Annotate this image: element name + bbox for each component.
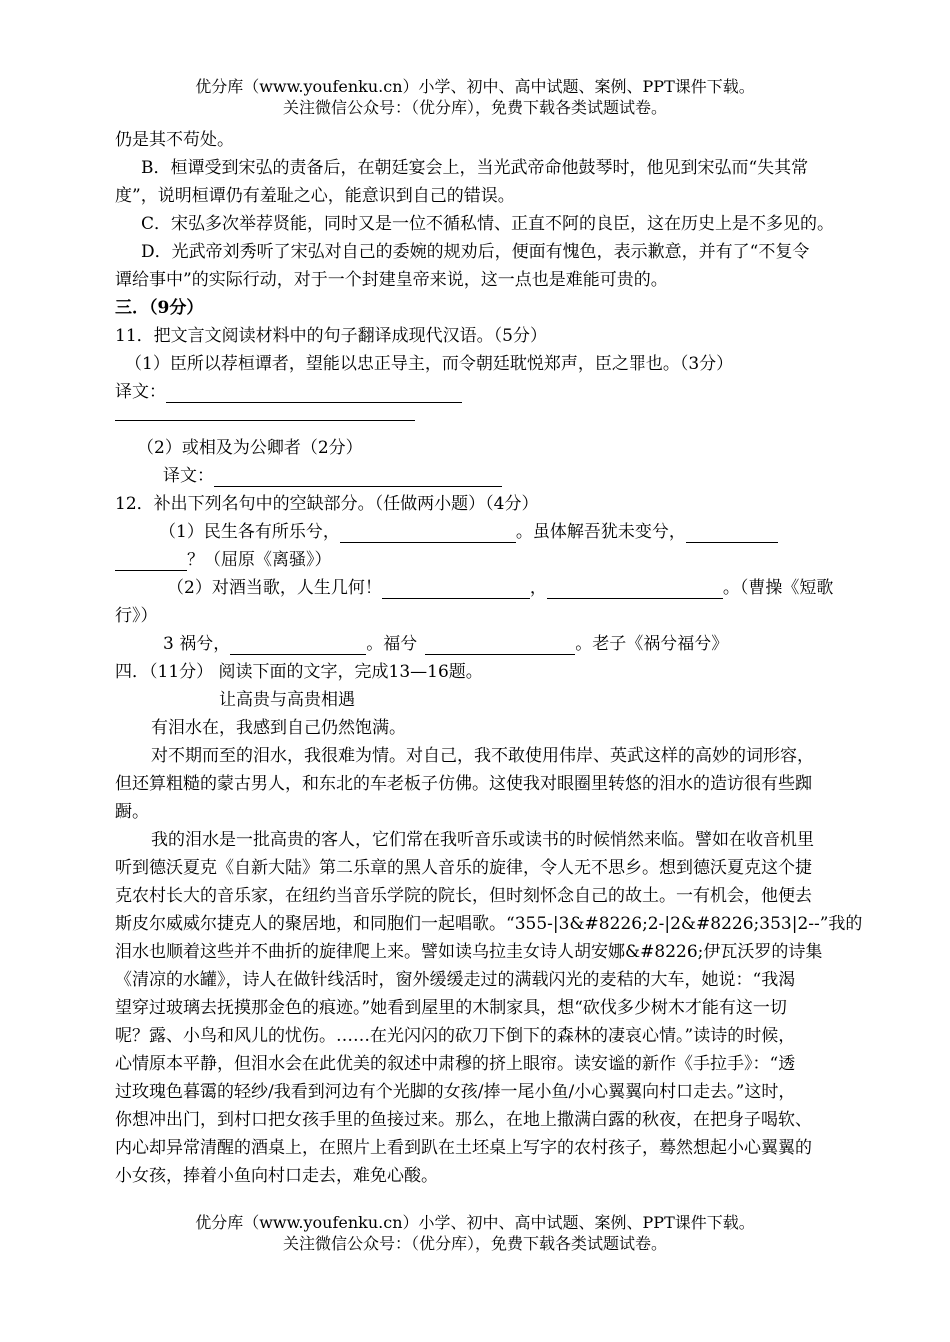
header-line-2: 关注微信公众号：（优分库），免费下载各类试题试卷。 [282, 98, 667, 117]
q12-1-text-b: 。虽体解吾犹未变兮， [515, 522, 686, 542]
page-header [0, 76, 950, 118]
question-12-1-line1 [115, 518, 910, 546]
q12-3-text-b: 。福兮 [366, 634, 418, 654]
option-d-line2: 谭给事中”的实际行动，对于一个封建皇帝来说，这一点也是难能可贵的。 [115, 270, 668, 290]
question-11-2: （2）或相及为公卿者（2分） [137, 438, 363, 458]
q12-1-blank-2-cont[interactable] [115, 550, 187, 571]
q12-2-blank-2[interactable] [547, 578, 723, 599]
question-11-1: （1）臣所以荐桓谭者，望能以忠正导主，而令朝廷耽悦郑声，臣之罪也。（3分） [125, 354, 734, 374]
translation-label: 译文： [115, 382, 166, 402]
article-line: 心情原本平静，但泪水会在此优美的叙述中肃穆的挤上眼帘。读安谧的新作《手拉手》：“透 [115, 1054, 796, 1074]
q12-3-blank-2[interactable] [425, 634, 575, 655]
question-11: 11．把文言文阅读材料中的句子翻译成现代汉语。（5分） [115, 326, 547, 346]
article-line: 《清凉的水罐》，诗人在做针线活时，窗外缓缓走过的满载闪光的麦秸的大车，她说：“我渴 [115, 970, 796, 990]
section-3-title: 三．（9分） [115, 298, 204, 318]
translation-line-3 [115, 462, 910, 490]
q12-1-text-a: （1）民生各有所乐兮， [159, 522, 340, 542]
question-12: 12．补出下列名句中的空缺部分。（任做两小题）（4分） [115, 494, 539, 514]
q12-1-blank-2[interactable] [686, 522, 778, 543]
article-line: 呢？露、小鸟和风儿的忧伤。……在光闪闪的砍刀下倒下的森林的凄哀心情。”读诗的时候， [115, 1026, 796, 1046]
article-line: 克农村长大的音乐家，在纽约当音乐学院的院长，但时刻怀念自己的故土。一有机会，他便去 [115, 886, 812, 906]
translation-answer-blank-3[interactable] [214, 466, 502, 487]
question-12-2-line1 [115, 574, 910, 602]
article-line: 但还算粗糙的蒙古男人，和东北的车老板子仿佛。这使我对眼圈里转悠的泪水的造访很有些踟 [115, 774, 812, 794]
q12-2-text-a: （2）对酒当歌，人生几何！ [167, 578, 382, 598]
article-line: 小女孩，捧着小鱼向村口走去，难免心酸。 [115, 1166, 438, 1186]
q12-2-text-c: 。（曹操《短歌 [722, 578, 834, 598]
translation-line-2 [115, 406, 910, 434]
translation-answer-blank-2[interactable] [115, 406, 415, 421]
article-line: 你想冲出门，到村口把女孩手里的鱼接过来。那么，在地上撒满白露的秋夜，在把身子喝软、 [115, 1110, 812, 1130]
q12-2-blank-1[interactable] [382, 578, 530, 599]
article-title: 让高贵与高贵相遇 [219, 690, 355, 710]
article-line: 过玫瑰色暮霭的轻纱/我看到河边有个光脚的女孩/捧一尾小鱼/小心翼翼向村口走去。”这时， [115, 1082, 796, 1102]
option-a-tail: 仍是其不苟处。 [115, 130, 234, 150]
translation-line-1 [115, 378, 910, 406]
article-line: 内心却异常清醒的酒桌上，在照片上看到趴在土坯桌上写字的农村孩子，蓦然想起小心翼翼的 [115, 1138, 812, 1158]
q12-2-text-b: ， [529, 578, 547, 598]
article-line: 我的泪水是一批高贵的客人，它们常在我听音乐或读书的时候悄然来临。譬如在收音机里 [151, 830, 814, 850]
article-line: 听到德沃夏克《自新大陆》第二乐章的黑人音乐的旋律，令人无不思乡。想到德沃夏克这个捷 [115, 858, 812, 878]
question-12-2-line2: 行》） [115, 606, 158, 626]
q12-3-text-c: 。老子《祸兮福兮》 [575, 634, 729, 654]
footer-line-2: 关注微信公众号：（优分库），免费下载各类试题试卷。 [282, 1234, 667, 1253]
header-line-1: 优分库（www.youfenku.cn）小学、初中、高中试题、案例、PPT课件下载。 [195, 77, 755, 96]
article-line: 对不期而至的泪水，我很难为情。对自己，我不敢使用伟岸、英武这样的高妙的词形容， [151, 746, 814, 766]
article-line: 泪水也顺着这些并不曲折的旋律爬上来。譬如读乌拉圭女诗人胡安娜&#8226;伊瓦沃罗的诗集 [115, 942, 823, 962]
footer-line-1: 优分库（www.youfenku.cn）小学、初中、高中试题、案例、PPT课件下载。 [195, 1213, 755, 1232]
section-4-title: 四．（11分） 阅读下面的文字，完成13—16题。 [115, 662, 483, 682]
article-line: 蹰。 [115, 802, 149, 822]
article-line: 斯皮尔威威尔捷克人的聚居地，和同胞们一起唱歌。“355-|3&#8226;2-|2&#8226;353|2--”我的 [115, 914, 863, 934]
option-d-line1: D．光武帝刘秀听了宋弘对自己的委婉的规劝后，便面有愧色，表示歉意，并有了“不复令 [141, 242, 810, 262]
option-c: C．宋弘多次举荐贤能，同时又是一位不循私情、正直不阿的良臣，这在历史上是不多见的。 [141, 214, 835, 234]
q12-3-text-a: 3 祸兮， [163, 634, 231, 654]
question-12-1-line2 [115, 546, 910, 574]
q12-3-blank-1[interactable] [230, 634, 366, 655]
option-b-line2: 度”，说明桓谭仍有羞耻之心，能意识到自己的错误。 [115, 186, 515, 206]
q12-1-text-c: ？（屈原《离骚》） [187, 550, 332, 570]
article-line: 望穿过玻璃去抚摸那金色的痕迹。”她看到屋里的木制家具，想“砍伐多少树木才能有这一切 [115, 998, 787, 1018]
document-body [115, 126, 910, 1190]
translation-answer-blank[interactable] [166, 382, 462, 403]
question-12-3 [115, 630, 910, 658]
translation-label-2: 译文： [163, 466, 214, 486]
q12-1-blank-1[interactable] [340, 522, 516, 543]
article-line: 有泪水在，我感到自己仍然饱满。 [151, 718, 406, 738]
page-footer [0, 1212, 950, 1254]
option-b-line1: B．桓谭受到宋弘的责备后，在朝廷宴会上，当光武帝命他鼓琴时，他见到宋弘而“失其常 [141, 158, 809, 178]
